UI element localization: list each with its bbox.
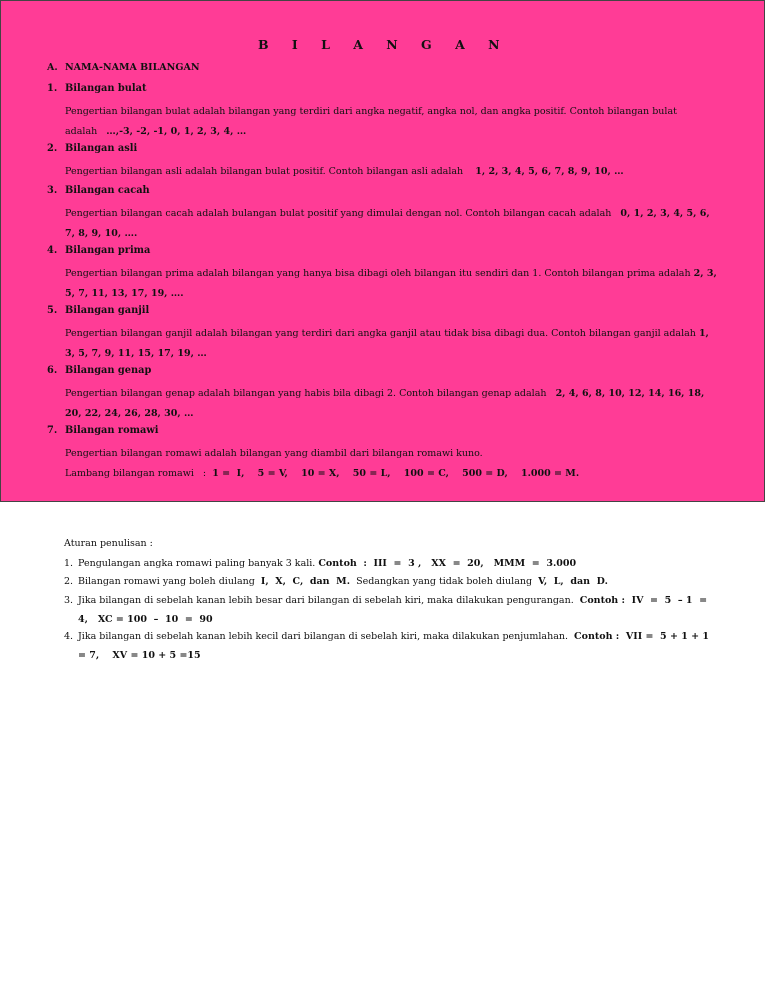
item-number: 1. — [47, 83, 58, 94]
rule-example-2: V, L, dan D. — [538, 576, 608, 587]
example-text: 0, 1, 2, 3, 4, 5, 6, 7, 8, 9, 10, …. — [65, 208, 710, 239]
description-text: Pengertian bilangan prima adalah bilangan yang hanya bisa dibagi oleh bilangan itu sendiri dan 1. Contoh bilangan prima adalah — [65, 268, 691, 279]
description-text: Pengertian bilangan bulat adalah bilangan yang terdiri dari angka negatif, angka nol, dan angka positif. Contoh bilangan bulat adalah — [65, 106, 677, 137]
rule-text — [78, 554, 723, 573]
description-text: Pengertian bilangan asli adalah bilangan bulat positif. Contoh bilangan asli adalah — [65, 166, 464, 177]
rule-example: Contoh : III = 3 , XX = 20, MMM = 3.000 — [318, 558, 577, 569]
item-number: 5. — [47, 305, 58, 316]
rule-number: 1. — [64, 558, 74, 569]
item-number: 3. — [47, 185, 58, 196]
rule-text — [78, 591, 723, 629]
rule-description: Jika bilangan di sebelah kanan lebih besar dari bilangan di sebelah kiri, maka dilakukan pengurangan. — [78, 595, 574, 606]
item-description — [65, 264, 720, 303]
item-heading: Bilangan prima — [65, 245, 151, 256]
section-title: NAMA-NAMA BILANGAN — [65, 62, 200, 73]
item-description — [65, 102, 720, 141]
item-heading: Bilangan ganjil — [65, 305, 150, 316]
rule-description: Jika bilangan di sebelah kanan lebih kecil dari bilangan di sebelah kiri, maka dilakukan penjumlahan. — [78, 631, 568, 642]
section-heading — [47, 62, 200, 73]
item-heading: Bilangan asli — [65, 143, 138, 154]
item-number: 4. — [47, 245, 58, 256]
pink-content-box — [0, 0, 765, 502]
rules-title: Aturan penulisan : — [64, 538, 153, 549]
item-description — [65, 384, 720, 423]
rule-number: 2. — [64, 576, 74, 587]
example-text: 1, 3, 5, 7, 9, 11, 15, 17, 19, … — [65, 328, 709, 359]
item-description — [65, 204, 720, 243]
rule-example: Contoh : VII = 5 + 1 + 1 = 7, XV = 10 + 5 =15 — [78, 631, 716, 661]
item-heading: Bilangan bulat — [65, 83, 147, 94]
item-heading: Bilangan genap — [65, 365, 152, 376]
rule-description: Bilangan romawi yang boleh diulang — [78, 576, 255, 587]
rule-number: 3. — [64, 595, 74, 606]
item-number: 6. — [47, 365, 58, 376]
item-heading: Bilangan romawi — [65, 425, 159, 436]
description-text: Pengertian bilangan ganjil adalah bilangan yang terdiri dari angka ganjil atau tidak bisa dibagi dua. Contoh bilangan ganjil adalah — [65, 328, 696, 339]
page-title: B I L A N G A N — [257, 37, 510, 52]
item-number: 2. — [47, 143, 58, 154]
roman-symbols: 1 = I, 5 = V, 10 = X, 50 = L, 100 = C, 500 = D, 1.000 = M. — [212, 468, 580, 479]
roman-symbols-line — [65, 464, 720, 484]
example-text: …,-3, -2, -1, 0, 1, 2, 3, 4, … — [106, 125, 247, 137]
rule-example: I, X, C, dan M. — [260, 576, 351, 587]
item-heading: Bilangan cacah — [65, 185, 150, 196]
description-text: Pengertian bilangan genap adalah bilangan yang habis bila dibagi 2. Contoh bilangan genap adalah — [65, 388, 547, 399]
rule-example: Contoh : IV = 5 – 1 = 4, XC = 100 – 10 = 90 — [78, 595, 714, 625]
rule-description-2: Sedangkan yang tidak boleh diulang — [356, 576, 533, 587]
section-label: A. — [47, 62, 58, 73]
rule-text — [78, 627, 723, 665]
description-text: Pengertian bilangan cacah adalah bulangan bulat positif yang dimulai dengan nol. Contoh bilangan cacah adalah — [65, 208, 612, 219]
rule-number: 4. — [64, 631, 74, 642]
item-description — [65, 444, 720, 464]
example-text: 1, 2, 3, 4, 5, 6, 7, 8, 9, 10, … — [475, 166, 624, 177]
roman-label: Lambang bilangan romawi : — [65, 468, 207, 479]
rule-description: Pengulangan angka romawi paling banyak 3 kali. — [78, 558, 316, 569]
rule-text — [78, 572, 723, 591]
example-text: 2, 3, 5, 7, 11, 13, 17, 19, …. — [65, 268, 717, 299]
item-number: 7. — [47, 425, 58, 436]
example-text: 2, 4, 6, 8, 10, 12, 14, 16, 18, 20, 22, 24, 26, 28, 30, … — [65, 388, 705, 419]
item-description — [65, 162, 720, 182]
item-description — [65, 324, 720, 363]
description-text: Pengertian bilangan romawi adalah bilangan yang diambil dari bilangan romawi kuno. — [65, 448, 483, 459]
